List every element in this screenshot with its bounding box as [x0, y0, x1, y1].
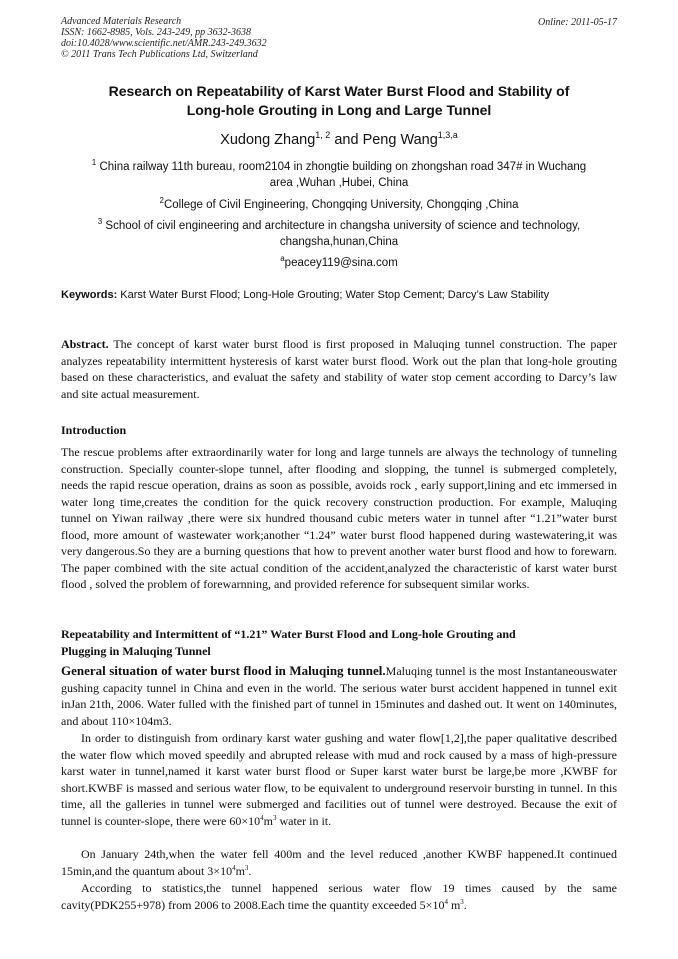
paragraph-3-exp-1: 4: [232, 863, 236, 872]
doi-line: doi:10.4028/www.scientific.net/AMR.243-249.3632: [61, 38, 267, 49]
keywords: [61, 288, 617, 302]
journal-name: Advanced Materials Research: [61, 16, 182, 27]
paragraph-4-exp-1: 4: [444, 897, 448, 906]
introduction-text: The rescue problems after extraordinarily water for long and large tunnels are always the technology of tunneling construction. Specially counter-slope tunnel, after flooding and slopping, the tunnel is submerged completely, needs the rapid rescue operation, drains as soon as possible, avoids rock , early support,lining and etc immersed in water long time,creates the condition for the quick recovery construction production. For example, Maluqing tunnel on Yiwan railway ,there were six hundred thousand cubic meters water in tunnel after “1.21”water burst flood, more amount of wastewater work;another “1.24” water burst flood happened during wastewatering,it was very dangerous.So they are a burning questions that how to prevent another water burst flood and how to forewarn. The paper combined with the site actual condition of the accident,analyzed the characteristic of karst water burst flood , solved the problem of forewarnning, and provided reference for subsequent similar works.: [61, 445, 617, 591]
abstract: [61, 336, 617, 402]
copyright-line: © 2011 Trans Tech Publications Ltd, Switzerland: [61, 49, 258, 60]
section-2-heading: [61, 626, 617, 660]
author-2: Peng Wang: [362, 131, 438, 148]
keywords-label: Keywords:: [61, 289, 118, 301]
paragraph-2-exp-1: 4: [260, 813, 264, 822]
author-conj: and: [330, 131, 363, 148]
author-2-affil: 1,3,a: [437, 130, 458, 140]
paragraph-1-text: Maluqing tunnel is the most Instantaneouswater gushing capacity tunnel in China and even in the world. The serious water burst accident happened in tunnel exit inJan 21th, 2006. Water fulled with the finished part of tunnel in 15minutes and dashed out. It went on 140minutes, and about 110×104m3.: [61, 664, 617, 728]
paragraph-2-exp-2: 3: [272, 813, 277, 822]
online-date: Online: 2011-05-17: [538, 17, 617, 28]
affiliation-3-num: 3: [97, 217, 103, 226]
author-1: Xudong Zhang: [220, 131, 316, 148]
affiliation-1-line-2: area ,Wuhan ,Hubei, China: [269, 176, 409, 189]
section-2-paragraph-1: [61, 663, 617, 729]
paragraph-2-text: In order to distinguish from ordinary karst water gushing and water flow[1,2],the paper qualitative described the water flow which moved speedily and abrupted release with mud and rock caused by a mass of high-pressure karst water in tunnel,named it karst water burst flood or Super karst water burst be large,be more ,KWBF for short.KWBF is massed and serious water flow, to be equivalent to underground reservoir bursting in tunnel. In this time, all the galleries in tunnel were submerged and facilities out of tunnel were destroyed. Because the exit of tunnel is counter-slope, there were 60×10: [61, 731, 617, 828]
paragraph-3-end: .: [248, 863, 252, 878]
contact-email: [61, 251, 617, 271]
paragraph-4-unit: m: [447, 897, 461, 912]
subsection-label: General situation of water burst flood in Maluqing tunnel.: [61, 663, 386, 678]
paragraph-3-unit: m: [235, 863, 245, 878]
paragraph-2-end: water in it.: [276, 813, 332, 828]
section-2-heading-line-1: Repeatability and Intermittent of “1.21” Water Burst Flood and Long-hole Grouting and: [61, 627, 516, 641]
paper-title: [61, 82, 617, 120]
affiliation-1: [61, 155, 617, 191]
paragraph-4-end: .: [463, 897, 467, 912]
paragraph-3-text: On January 24th,when the water fell 400m and the level reduced ,another KWBF happened.It continued 15min,and the quantum about 3×10: [61, 847, 617, 878]
affiliation-1-line-1: China railway 11th bureau, room2104 in zhongtie building on zhongshan road 347# in Wuchang: [96, 160, 587, 173]
affiliation-3-line-1: School of civil engineering and architecture in changsha university of science and technology,: [102, 219, 581, 232]
paragraph-3-exp-2: 3: [244, 863, 249, 872]
paragraph-4-text: According to statistics,the tunnel happened serious water flow 19 times caused by the same cavity(PDK255+978) from 2006 to 2008.Each time the quantity exceeded 5×10: [61, 881, 617, 912]
abstract-text: The concept of karst water burst flood is first proposed in Maluqing tunnel construction. The paper analyzes repeatability intermittent hysteresis of karst water burst flood. Work out the plan that long-hole grouting based on these characteristics, and evaluat the safety and stability of water stop cement according to Darcy’s law and site actual measurement.: [61, 337, 617, 401]
section-2-paragraph-2: [61, 730, 617, 829]
issn-line: ISSN: 1662-8985, Vols. 243-249, pp 3632-3638: [61, 27, 251, 38]
author-1-affil: 1, 2: [315, 130, 331, 140]
affiliation-2-num: 2: [159, 196, 164, 205]
section-2-paragraph-3: [61, 846, 617, 879]
author-list: [61, 130, 617, 148]
paragraph-4-exp-2: 3: [460, 897, 464, 906]
email-marker: a: [280, 254, 285, 263]
journal-header: [61, 16, 267, 60]
paragraph-2-unit: m: [263, 813, 273, 828]
abstract-label: Abstract.: [61, 337, 109, 351]
affiliation-1-num: 1: [91, 158, 97, 167]
section-2-heading-line-2: Plugging in Maluqing Tunnel: [61, 644, 211, 658]
email-address: peacey119@sina.com: [284, 256, 398, 269]
affiliation-2: [61, 193, 617, 213]
introduction-heading: Introduction: [61, 423, 127, 437]
affiliation-2-text: College of Civil Engineering, Chongqing University, Chongqing ,China: [163, 198, 519, 211]
title-line-2: Long-hole Grouting in Long and Large Tunnel: [186, 102, 492, 118]
keywords-text: Karst Water Burst Flood; Long-Hole Grouting; Water Stop Cement; Darcy’s Law Stability: [117, 289, 550, 301]
affiliation-3: [61, 214, 617, 250]
title-line-1: Research on Repeatability of Karst Water Burst Flood and Stability of: [108, 83, 570, 99]
section-2-paragraph-4: [61, 880, 617, 913]
affiliation-3-line-2: changsha,hunan,China: [279, 235, 399, 248]
